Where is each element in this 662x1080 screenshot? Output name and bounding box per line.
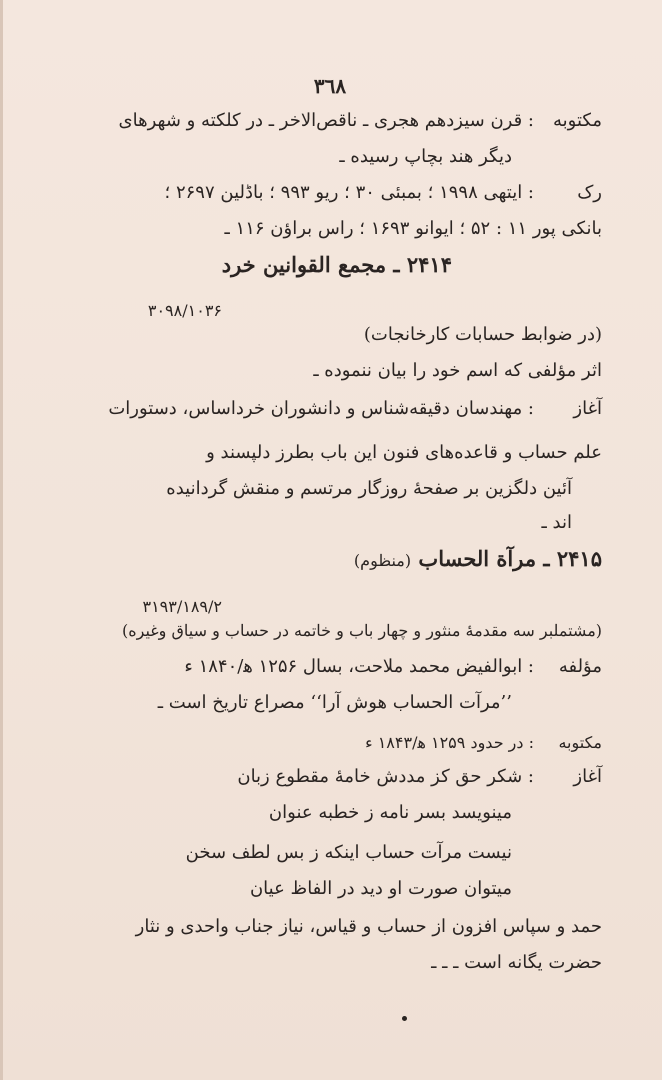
entry-2415-shelfmark: ۳۱۹۳/۱۸۹/۲ — [142, 597, 222, 616]
entry-2414-aghaz-line1: : مهندسان دقیقه‌شناس و دانشوران خرداساس، دستورات — [108, 398, 534, 419]
rak-text-line1: : ایتهی ۱۹۹۸ ؛ بمبئی ۳۰ ؛ ریو ۹۹۳ ؛ باڈلین ۲۶۹۷ ؛ — [164, 182, 534, 203]
entry-2415-maktuba-line: : در حدود ۱۲۵۹ ﻫ/۱۸۴۳ ء — [365, 733, 534, 752]
entry-2415-muallif-line2: ’’مرآت الحساب هوش آرا‘‘ مصراع تاریخ است ـ — [157, 692, 512, 713]
entry-2415-maktuba-label: مکتوبه — [558, 733, 602, 752]
maktuba-label: مکتوبه — [553, 110, 602, 131]
maktuba-text-line1: : قرن سیزدهم هجری ـ ناقص‌الاخر ـ در کلکته و شهرهای — [118, 110, 534, 131]
entry-2415-heading — [354, 546, 602, 574]
entry-2414-author-note: اثر مؤلفی که اسم خود را بیان ننموده ـ — [313, 360, 602, 381]
entry-2414-heading: ۲۴۱۴ ـ مجمع القوانین خرد — [221, 252, 452, 277]
ink-dot — [402, 1016, 407, 1021]
entry-2415-verse3: نیست مرآت حساب اینکه ز بس لطف سخن — [185, 842, 512, 863]
entry-2414-subject: (در ضوابط حسابات کارخانجات) — [363, 324, 602, 345]
entry-2414-aghaz-line3: آئین دلگزین بر صفحهٔ روزگار مرتسم و منقش گردانیده — [166, 478, 572, 499]
entry-2415-verse2: مینویسد بسر نامه ز خطبه عنوان — [268, 802, 512, 823]
entry-2415-verse4: میتوان صورت او دید در الفاظ عیان — [249, 878, 512, 899]
maktuba-text-line2: دیگر هند بچاپ رسیده ـ — [339, 146, 512, 167]
entry-2415-prose-line1: حمد و سپاس افزون از حساب و قیاس، نیاز جناب واحدی و نثار — [135, 916, 602, 937]
entry-2414-shelfmark: ۳۰۹۸/۱۰۳۶ — [147, 301, 222, 320]
entry-2415-subject: (مشتملبر سه مقدمهٔ منثور و چهار باب و خاتمه در حساب و سیاق وغیره) — [122, 621, 602, 640]
page-number: ٣٦٨ — [313, 74, 347, 98]
entry-2415-aghaz-label: آغاز — [573, 766, 602, 787]
entry-2415-muallif-label: مؤلفه — [558, 656, 602, 677]
entry-2414-aghaz-label: آغاز — [573, 398, 602, 419]
entry-2414-aghaz-line2: علم حساب و قاعده‌های فنون این باب بطرز دلپسند و — [206, 442, 602, 463]
entry-2415-prose-line2: حضرت یگانه است ـ ـ ـ — [431, 952, 602, 973]
page-edge — [0, 0, 3, 1080]
entry-2415-heading-title: ۲۴۱۵ ـ مرآة الحساب — [418, 546, 602, 571]
entry-2415-muallif-line1: : ابوالفیض محمد ملاحت، بسال ۱۲۵۶ ﻫ/۱۸۴۰ ء — [184, 656, 534, 677]
entry-2415-verse1: : شکر حق کز مددش خامهٔ مقطوع زبان — [237, 766, 534, 787]
rak-label: رک — [577, 182, 602, 203]
entry-2415-heading-note: (منظوم) — [353, 551, 412, 570]
rak-text-line2: بانکی پور ۱۱ : ۵۲ ؛ ایوانو ۱۶۹۳ ؛ راس براؤن ۱۱۶ ـ — [224, 218, 602, 239]
entry-2414-aghaz-line4: اند ـ — [541, 512, 572, 533]
